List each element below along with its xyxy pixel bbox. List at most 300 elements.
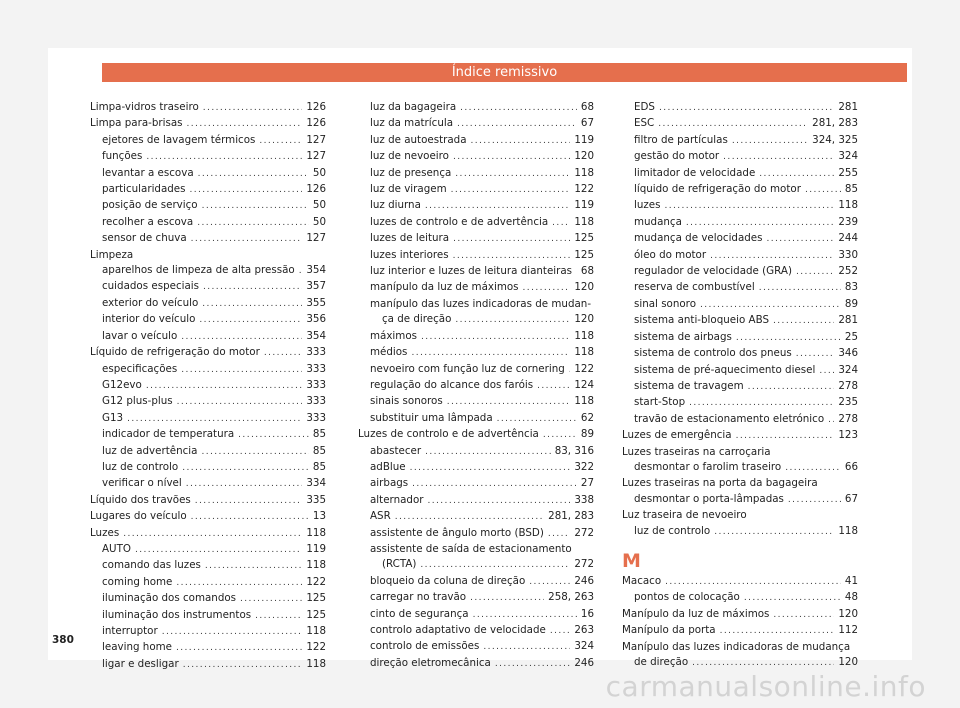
index-entry-page[interactable]: 125 [574, 248, 594, 261]
index-entry-page[interactable]: 118 [306, 526, 326, 539]
index-entry-term: luzes de controlo e de advertência [370, 215, 549, 228]
dot-leader [162, 625, 303, 640]
index-entry[interactable] [358, 329, 594, 345]
index-entry[interactable] [622, 330, 858, 346]
dot-leader [395, 510, 544, 525]
index-entry[interactable] [90, 231, 326, 247]
index-entry[interactable] [358, 182, 594, 198]
index-entry[interactable] [90, 624, 326, 640]
index-entry-page[interactable]: 118 [574, 346, 594, 359]
dot-leader [700, 298, 841, 313]
index-entry[interactable] [622, 248, 858, 264]
index-entry-term: sensor de chuva [102, 232, 187, 245]
index-entry[interactable] [358, 607, 594, 623]
dot-leader [146, 150, 302, 165]
index-entry-page[interactable]: 118 [574, 166, 594, 179]
index-entry-term: luz de controlo [634, 524, 711, 537]
index-entry[interactable] [358, 656, 594, 672]
index-entry-page[interactable]: 246 [574, 574, 594, 587]
index-entry[interactable] [622, 590, 858, 606]
dot-leader [576, 265, 577, 280]
index-entry-page[interactable]: 239 [838, 215, 858, 228]
index-entry-page[interactable]: 333 [306, 411, 326, 424]
index-entry-page[interactable]: 62 [580, 411, 594, 424]
index-column-3 [622, 100, 858, 671]
index-entry-page[interactable]: 120 [838, 656, 858, 668]
index-entry[interactable] [90, 329, 326, 345]
index-entry-term: Luz traseira de nevoeiro [622, 509, 747, 522]
index-entry[interactable] [90, 182, 326, 198]
index-entry[interactable] [358, 394, 594, 410]
dot-leader [412, 477, 577, 492]
index-entry-page[interactable]: 122 [574, 183, 594, 196]
index-entry-page[interactable]: 118 [838, 199, 858, 212]
index-entry-page[interactable]: 244 [838, 232, 858, 245]
index-entry[interactable] [90, 345, 326, 361]
dot-leader [473, 608, 577, 623]
index-entry-page[interactable]: 67 [844, 492, 858, 505]
index-entry-page[interactable]: 272 [574, 558, 594, 571]
index-entry-term: limitador de velocidade [634, 166, 756, 179]
index-entry-term: verificar o nível [102, 477, 182, 490]
index-entry-term: Luzes traseiras na porta da bagageira [622, 477, 818, 490]
index-entry-page[interactable]: 119 [574, 199, 594, 212]
index-entry-term: luzes interiores [370, 248, 449, 261]
index-entry-page[interactable]: 50 [312, 215, 326, 228]
dot-leader [453, 249, 571, 264]
index-entry-page[interactable]: 356 [306, 313, 326, 326]
index-entry-term: Manípulo da porta [622, 624, 716, 637]
dot-leader [176, 576, 302, 591]
index-entry[interactable] [358, 460, 594, 476]
dot-leader [796, 265, 834, 280]
index-entry-page[interactable]: 281, 283 [812, 117, 858, 130]
index-entry[interactable] [358, 411, 594, 427]
index-entry-term: EDS [634, 101, 655, 113]
index-entry[interactable] [90, 279, 326, 295]
dot-leader [255, 609, 302, 624]
index-entry[interactable] [90, 378, 326, 394]
index-entry-term: sistema de pré-aquecimento diesel [634, 363, 816, 376]
index-entry[interactable] [90, 215, 326, 231]
page-number: 380 [52, 634, 74, 646]
dot-leader [736, 429, 835, 444]
dot-leader [659, 101, 834, 116]
index-entry-term: de direção [634, 656, 689, 668]
index-entry[interactable] [622, 363, 858, 379]
index-entry-page[interactable]: 125 [306, 608, 326, 621]
index-entry[interactable] [90, 427, 326, 443]
index-entry-term: G12 plus-plus [102, 395, 173, 408]
index-entry-term: iluminação dos instrumentos [102, 608, 252, 621]
index-entry-page[interactable]: 333 [306, 362, 326, 375]
index-entry-page[interactable]: 83, 316 [554, 444, 594, 457]
index-entry-page[interactable]: 126 [306, 183, 326, 196]
dot-leader [205, 559, 302, 574]
dot-leader [665, 199, 835, 214]
dot-leader [723, 150, 834, 165]
index-entry-page[interactable]: 120 [574, 313, 594, 326]
index-entry[interactable] [622, 116, 858, 132]
index-entry-page[interactable]: 122 [574, 362, 594, 375]
index-entry-page[interactable]: 125 [574, 232, 594, 245]
index-entry[interactable] [622, 133, 858, 149]
index-entry[interactable] [622, 215, 858, 231]
index-entry-page[interactable]: 120 [574, 281, 594, 294]
index-entry[interactable] [622, 476, 858, 491]
index-entry[interactable] [358, 542, 594, 557]
index-entry-term: interruptor [102, 625, 158, 637]
index-entry-page[interactable]: 335 [306, 493, 326, 506]
index-entry-page[interactable]: 333 [306, 378, 326, 391]
index-entry-page[interactable]: 89 [844, 297, 858, 310]
dot-leader [453, 232, 570, 247]
index-entry-page[interactable]: 66 [844, 460, 858, 473]
index-entry-page[interactable]: 118 [306, 657, 326, 670]
index-entry-page[interactable]: 126 [306, 101, 326, 113]
dot-leader [805, 183, 841, 198]
index-entry-page[interactable]: 324 [838, 363, 858, 376]
index-entry[interactable] [622, 231, 858, 247]
index-entry[interactable] [622, 460, 858, 476]
index-entry-page[interactable]: 126 [306, 117, 326, 130]
index-entry[interactable] [622, 574, 858, 590]
index-entry-term: funções [102, 150, 143, 163]
index-entry[interactable] [358, 345, 594, 361]
index-entry-page[interactable]: 333 [306, 395, 326, 408]
index-entry[interactable] [622, 607, 858, 623]
index-entry-page[interactable]: 338 [574, 493, 594, 506]
index-entry[interactable] [90, 542, 326, 558]
dot-leader [470, 591, 544, 606]
index-entry-page[interactable]: 89 [580, 428, 594, 441]
index-entry-term: comando das luzes [102, 559, 201, 572]
index-entry-page[interactable]: 124 [574, 378, 594, 391]
index-entry[interactable] [90, 411, 326, 427]
index-entry-page[interactable]: 118 [306, 559, 326, 572]
index-entry-page[interactable]: 330 [838, 248, 858, 261]
index-entry-term: médios [370, 346, 408, 359]
index-entry[interactable] [622, 524, 858, 540]
index-entry[interactable] [358, 231, 594, 247]
dot-leader [732, 134, 808, 149]
index-entry-term: luz de presença [370, 166, 452, 179]
index-entry-page[interactable]: 122 [306, 575, 326, 588]
index-entry-page[interactable]: 120 [838, 607, 858, 620]
index-entry-term: exterior do veículo [102, 296, 199, 309]
index-entry[interactable] [90, 657, 326, 673]
index-entry[interactable] [622, 623, 858, 639]
index-entry-term: luz diurna [370, 199, 421, 212]
index-entry[interactable] [358, 248, 594, 264]
index-entry[interactable] [622, 198, 858, 214]
index-entry-term: luz de autoestrada [370, 133, 467, 146]
index-entry-page[interactable]: 118 [574, 215, 594, 228]
index-entry-term: luz de nevoeiro [370, 150, 449, 163]
index-entry-page[interactable]: 118 [574, 329, 594, 342]
index-entry-page[interactable]: 25 [844, 330, 858, 343]
index-entry-page[interactable]: 281, 283 [548, 510, 594, 523]
index-entry[interactable] [622, 297, 858, 313]
index-entry[interactable] [358, 509, 594, 525]
index-entry[interactable] [358, 590, 594, 606]
index-entry-page[interactable]: 122 [306, 641, 326, 654]
index-entry-page[interactable]: 85 [844, 183, 858, 196]
index-entry[interactable] [358, 444, 594, 460]
index-entry-term: abastecer [370, 444, 422, 457]
index-entry-page[interactable]: 85 [312, 428, 326, 441]
index-entry[interactable] [90, 133, 326, 149]
index-entry[interactable] [358, 116, 594, 132]
index-entry[interactable] [622, 412, 858, 428]
index-entry-term: regulação do alcance dos faróis [370, 378, 534, 391]
index-entry[interactable] [358, 133, 594, 149]
index-entry-term: Macaco [622, 574, 662, 587]
index-entry[interactable] [358, 215, 594, 231]
index-entry[interactable] [358, 574, 594, 590]
index-entry[interactable] [90, 509, 326, 525]
index-page [48, 48, 912, 670]
index-entry-page[interactable]: 118 [838, 524, 858, 537]
index-entry[interactable] [358, 166, 594, 182]
index-entry-page[interactable]: 258, 263 [548, 591, 594, 604]
index-entry-term: sistema de travagem [634, 379, 744, 392]
index-entry[interactable] [90, 116, 326, 132]
index-entry-page[interactable]: 85 [312, 460, 326, 473]
index-entry-page[interactable]: 127 [306, 232, 326, 245]
index-entry-page[interactable]: 278 [838, 379, 858, 392]
index-entry-page[interactable]: 118 [306, 625, 326, 637]
index-entry-page[interactable]: 357 [306, 280, 326, 293]
index-entry-page[interactable]: 252 [838, 265, 858, 278]
index-entry-page[interactable]: 68 [580, 101, 594, 113]
index-entry-page[interactable]: 324 [574, 640, 594, 653]
index-entry[interactable] [358, 427, 594, 443]
index-entry-term: sinais sonoros [370, 395, 443, 408]
index-entry-page[interactable]: 127 [306, 150, 326, 163]
index-entry[interactable] [90, 100, 326, 116]
index-entry-term: sinal sonoro [634, 297, 696, 310]
index-entry-term: Luzes de emergência [622, 429, 732, 442]
index-entry[interactable] [358, 297, 594, 312]
index-entry-page[interactable]: 127 [306, 133, 326, 146]
index-entry-term: Luzes [90, 526, 120, 539]
index-entry[interactable] [622, 149, 858, 165]
index-entry-page[interactable]: 263 [574, 624, 594, 636]
index-entry[interactable] [358, 557, 594, 573]
index-entry[interactable] [90, 476, 326, 492]
index-entry-page[interactable]: 278 [838, 412, 858, 425]
index-entry-page[interactable]: 67 [580, 117, 594, 130]
index-entry[interactable] [90, 640, 326, 656]
index-entry[interactable] [358, 280, 594, 296]
index-entry-term: Lugares do veículo [90, 510, 187, 523]
index-entry[interactable] [90, 558, 326, 574]
index-entry-page[interactable]: 354 [306, 264, 326, 277]
dot-leader [483, 640, 570, 655]
index-entry-page[interactable]: 355 [306, 296, 326, 309]
index-entry-page[interactable]: 123 [838, 429, 858, 442]
dot-leader [457, 117, 577, 132]
index-entry[interactable] [622, 264, 858, 280]
index-entry[interactable] [90, 493, 326, 509]
index-entry-page[interactable]: 125 [306, 592, 326, 605]
index-entry-page[interactable]: 85 [312, 444, 326, 457]
index-entry-page[interactable]: 272 [574, 526, 594, 539]
dot-leader [550, 624, 571, 639]
index-entry-page[interactable]: 68 [580, 265, 594, 278]
index-entry-term: luz de viragem [370, 183, 447, 196]
index-entry-term: cuidados especiais [102, 280, 199, 293]
index-entry[interactable] [358, 526, 594, 542]
index-entry-term: posição de serviço [102, 199, 198, 212]
index-entry-page[interactable]: 324, 325 [812, 133, 858, 146]
index-entry[interactable] [358, 312, 594, 328]
index-entry[interactable] [622, 395, 858, 411]
index-entry-page[interactable]: 118 [574, 395, 594, 408]
index-entry-page[interactable]: 119 [574, 133, 594, 146]
index-entry[interactable] [358, 378, 594, 394]
index-entry-term: coming home [102, 575, 173, 588]
dot-leader [259, 134, 302, 149]
index-entry[interactable] [622, 313, 858, 329]
index-entry[interactable] [90, 460, 326, 476]
dot-leader [460, 101, 577, 116]
index-entry-page[interactable]: 48 [844, 591, 858, 604]
dot-leader [543, 428, 577, 443]
index-entry-page[interactable]: 334 [306, 477, 326, 490]
index-entry-page[interactable]: 333 [306, 346, 326, 359]
index-entry-term: luz de advertência [102, 444, 198, 457]
dot-leader [191, 510, 309, 525]
dot-leader [471, 134, 571, 149]
dot-leader [421, 330, 570, 345]
index-entry-page[interactable]: 27 [580, 477, 594, 490]
index-entry-page[interactable]: 120 [574, 150, 594, 163]
index-entry-page[interactable]: 255 [838, 166, 858, 179]
index-entry[interactable] [90, 296, 326, 312]
dot-leader [197, 216, 309, 231]
dot-leader [447, 395, 571, 410]
index-entry-term: sistema anti-bloqueio ABS [634, 314, 770, 327]
index-entry-term: particularidades [102, 183, 186, 196]
index-entry[interactable] [90, 608, 326, 624]
dot-leader [552, 216, 570, 231]
index-entry-page[interactable]: 50 [312, 199, 326, 212]
index-entry-term: leaving home [102, 641, 172, 654]
index-entry-page[interactable]: 235 [838, 396, 858, 409]
index-entry[interactable] [358, 639, 594, 655]
index-entry[interactable] [90, 312, 326, 328]
index-entry-term: controlo adaptativo de velocidade [370, 624, 546, 636]
index-entry[interactable] [622, 100, 858, 116]
index-entry-page[interactable]: 324 [838, 150, 858, 163]
index-entry[interactable] [622, 166, 858, 182]
index-entry-term: regulador de velocidade (GRA) [634, 265, 792, 278]
index-entry[interactable] [358, 493, 594, 509]
dot-leader [202, 297, 302, 312]
index-entry-term: direção eletromecânica [370, 656, 491, 669]
index-entry-page[interactable]: 13 [312, 510, 326, 523]
index-entry[interactable] [90, 248, 326, 263]
index-entry[interactable] [90, 394, 326, 410]
index-entry-page[interactable]: 16 [580, 607, 594, 620]
index-entry[interactable] [358, 198, 594, 214]
index-entry[interactable] [358, 362, 594, 378]
page-header-title: Índice remissivo [102, 63, 907, 82]
index-entry[interactable] [90, 149, 326, 165]
index-column-1 [90, 100, 326, 673]
index-entry-page[interactable]: 246 [574, 656, 594, 669]
index-entry-term: máximos [370, 329, 417, 342]
index-entry-term: interior do veículo [102, 313, 196, 326]
index-entry-page[interactable]: 83 [844, 281, 858, 294]
index-entry-term: sistema de airbags [634, 330, 732, 343]
index-entry-term: sistema de controlo dos pneus [634, 347, 792, 360]
index-entry-page[interactable]: 41 [844, 574, 858, 587]
index-entry[interactable] [622, 655, 858, 671]
index-entry[interactable] [90, 591, 326, 607]
index-entry[interactable] [358, 623, 594, 639]
dot-leader [537, 379, 570, 394]
dot-leader [199, 313, 302, 328]
index-entry[interactable] [90, 575, 326, 591]
index-entry[interactable] [358, 149, 594, 165]
dot-leader [710, 249, 834, 264]
index-entry-page[interactable]: 119 [306, 542, 326, 555]
index-entry-term: airbags [370, 477, 409, 490]
index-entry[interactable] [622, 445, 858, 460]
index-entry[interactable] [622, 280, 858, 296]
index-entry-page[interactable]: 346 [838, 347, 858, 360]
index-entry-term: reserva de combustível [634, 281, 755, 294]
dot-leader [195, 494, 303, 509]
index-entry-term: especificações [102, 362, 178, 375]
index-entry[interactable] [622, 492, 858, 508]
index-entry-term: luzes de leitura [370, 232, 450, 245]
dot-leader [796, 347, 835, 362]
index-entry[interactable] [622, 182, 858, 198]
index-entry[interactable] [90, 526, 326, 542]
index-entry-term: Luzes de controlo e de advertência [358, 428, 539, 441]
index-entry[interactable] [358, 100, 594, 116]
index-entry-term: Luzes traseiras na carroçaria [622, 445, 771, 458]
dot-leader [202, 199, 309, 214]
index-entry[interactable] [622, 428, 858, 444]
index-entry-term: travão de estacionamento eletrónico [634, 412, 825, 425]
index-entry[interactable] [622, 508, 858, 523]
index-entry[interactable] [90, 166, 326, 182]
index-entry-page[interactable]: 354 [306, 329, 326, 342]
index-entry[interactable] [90, 263, 326, 279]
index-entry[interactable] [358, 476, 594, 492]
index-entry-term: Limpa-vidros traseiro [90, 101, 199, 113]
index-entry-term: manípulo das luzes indicadoras de mudan- [370, 297, 592, 310]
index-entry[interactable] [90, 198, 326, 214]
index-entry-page[interactable]: 281 [838, 101, 858, 113]
index-entry-page[interactable]: 281 [838, 314, 858, 327]
index-entry[interactable] [90, 444, 326, 460]
index-entry[interactable] [90, 362, 326, 378]
index-entry-page[interactable]: 50 [312, 166, 326, 179]
index-entry[interactable] [358, 264, 594, 280]
index-entry-page[interactable]: 322 [574, 460, 594, 473]
index-entry[interactable] [622, 379, 858, 395]
dot-leader [187, 117, 303, 132]
index-entry-page[interactable]: 112 [838, 624, 858, 637]
index-entry[interactable] [622, 346, 858, 362]
index-entry[interactable] [622, 640, 858, 655]
